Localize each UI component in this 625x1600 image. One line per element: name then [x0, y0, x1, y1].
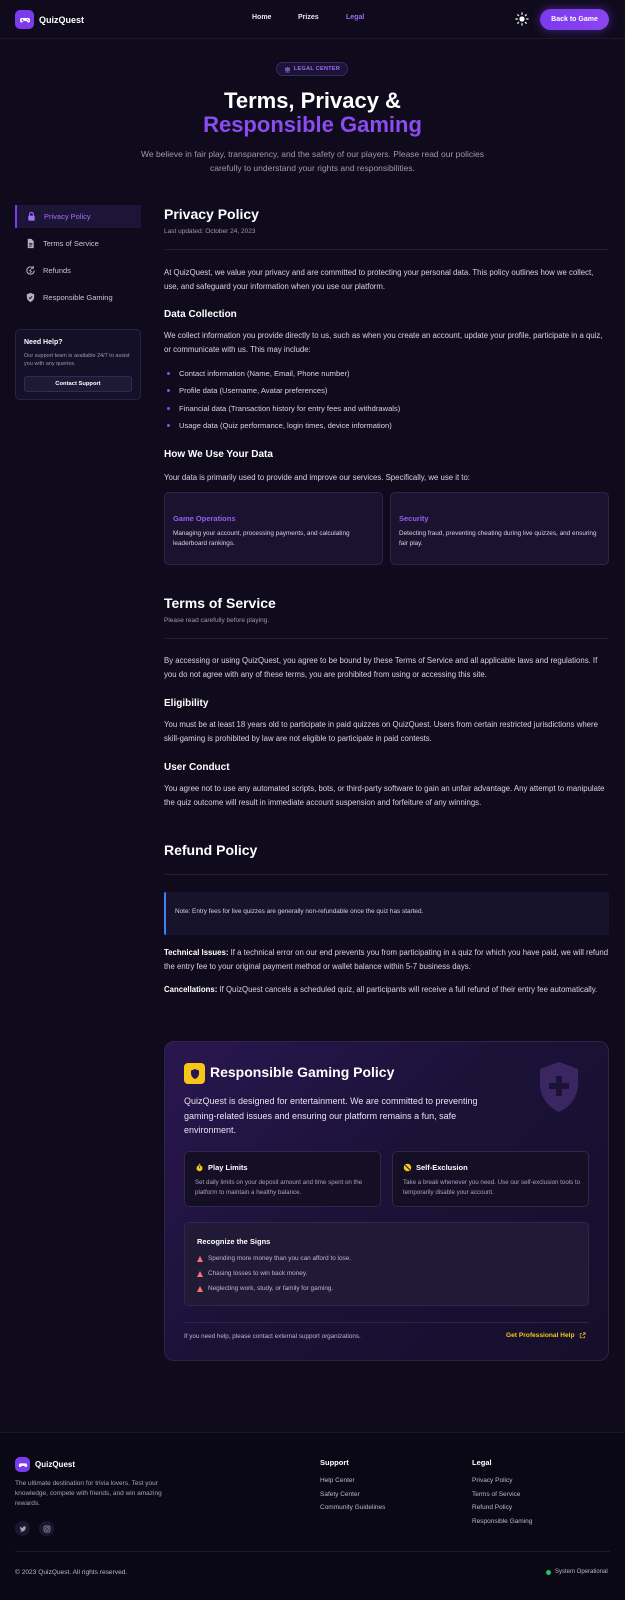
sidebar-item-responsible-gaming[interactable]	[15, 286, 141, 309]
list-item-text: Contact information (Name, Email, Phone number)	[179, 369, 350, 378]
external-link-icon	[579, 1332, 586, 1339]
security-card	[390, 492, 609, 565]
card-title: Security	[399, 514, 429, 523]
footer-link-refund-policy[interactable]: Refund Policy	[472, 1504, 513, 1511]
svg-text:$: $	[28, 269, 33, 275]
footer-legal-heading: Legal	[472, 1458, 492, 1467]
footer-link-safety-center[interactable]: Safety Center	[320, 1491, 360, 1498]
site-footer	[0, 1432, 625, 1600]
footer-link-responsible-gaming[interactable]: Responsible Gaming	[472, 1518, 533, 1525]
gamepad-icon	[15, 1457, 30, 1472]
nav-legal-link[interactable]: Legal	[346, 14, 365, 21]
copyright-text: © 2023 QuizQuest. All rights reserved.	[15, 1569, 128, 1576]
self-exclusion-card	[392, 1151, 589, 1207]
footer-brand-name: QuizQuest	[35, 1460, 76, 1469]
refund-note	[164, 892, 609, 935]
need-help-card	[15, 329, 141, 400]
card-heading	[195, 1163, 248, 1172]
privacy-policy-title: Privacy Policy	[164, 206, 259, 222]
lock-icon	[26, 211, 37, 222]
cancellations-text	[164, 983, 609, 997]
help-description: Our support team is available 24/7 to assist you with any queries.	[24, 353, 130, 367]
sidebar-item-privacy-policy[interactable]	[15, 205, 141, 228]
card-heading	[403, 1163, 468, 1172]
bullet	[167, 389, 170, 392]
brand-logo[interactable]	[15, 10, 84, 29]
divider	[164, 638, 609, 639]
external-support-text: If you need help, please contact external support organizations.	[184, 1333, 361, 1340]
card-description: Set daily limits on your deposit amount and time spent on the platform to maintain a healthy balance.	[195, 1179, 363, 1196]
responsible-gaming-title: Responsible Gaming Policy	[210, 1064, 395, 1080]
status-text: System Operational	[555, 1569, 608, 1575]
list-item-text: Neglecting work, study, or family for gaming.	[208, 1285, 334, 1292]
page-title-line1: Terms, Privacy &	[224, 88, 401, 113]
list-item	[197, 1255, 351, 1262]
list-item-text: Spending more money than you can afford to lose.	[208, 1255, 352, 1262]
card-title: Game Operations	[173, 514, 236, 523]
system-status	[546, 1569, 608, 1575]
sidebar-item-label: Refunds	[43, 266, 71, 275]
top-nav	[0, 0, 625, 39]
warning-icon	[197, 1286, 203, 1292]
bullet	[167, 372, 170, 375]
recognize-signs-box	[184, 1222, 589, 1306]
list-item	[164, 404, 400, 413]
responsible-gaming-panel	[164, 1041, 609, 1361]
link-label: Get Professional Help	[506, 1332, 575, 1339]
user-conduct-heading: User Conduct	[164, 762, 230, 773]
status-dot-icon	[546, 1570, 551, 1575]
privacy-last-updated: Last updated: October 24, 2023	[164, 228, 256, 235]
game-operations-card	[164, 492, 383, 565]
divider	[164, 874, 609, 875]
footer-description: The ultimate destination for trivia lovers. Test your knowledge, compete with friends, and win amazing rewards.	[15, 1480, 162, 1507]
card-description: Detecting fraud, preventing cheating during live quizzes, and ensuring fair play.	[399, 530, 597, 547]
eligibility-heading: Eligibility	[164, 698, 209, 709]
footer-link-terms-of-service[interactable]: Terms of Service	[472, 1491, 521, 1498]
card-title: Self-Exclusion	[416, 1163, 468, 1172]
brand-name: QuizQuest	[39, 14, 85, 25]
sidebar-item-label: Responsible Gaming	[43, 293, 113, 302]
list-item-text: Profile data (Username, Avatar preferences)	[179, 386, 328, 395]
list-item-text: Financial data (Transaction history for entry fees and withdrawals)	[179, 404, 401, 413]
divider	[15, 1551, 610, 1552]
list-item-text: Chasing losses to win back money.	[208, 1270, 308, 1277]
shield-plus-icon	[538, 1061, 580, 1113]
sidebar-item-label: Privacy Policy	[44, 212, 91, 221]
sidebar-item-terms-of-service[interactable]	[15, 232, 141, 255]
cancellations-label: Cancellations:	[164, 985, 218, 994]
sidebar-item-label: Terms of Service	[43, 239, 99, 248]
divider	[184, 1322, 589, 1323]
help-title: Need Help?	[24, 339, 63, 346]
signs-title: Recognize the Signs	[197, 1237, 271, 1246]
terms-of-service-title: Terms of Service	[164, 595, 276, 611]
get-professional-help-link[interactable]	[506, 1332, 586, 1339]
contact-support-button[interactable]: Contact Support	[24, 376, 132, 392]
page-title-line2: Responsible Gaming	[203, 112, 422, 137]
card-description: Managing your account, processing payments, and calculating leaderboard rankings.	[173, 530, 350, 547]
card-description: Take a break whenever you need. Use our self-exclusion tools to temporarily disable your account.	[403, 1179, 581, 1196]
list-item-text: Usage data (Quiz performance, login times, device information)	[179, 421, 392, 430]
data-collection-text: We collect information you provide directly to us, such as when you create an account, update your profile, participate in a quiz, or communicate with us. This may include:	[164, 331, 603, 354]
document-icon	[25, 238, 36, 249]
sidebar-item-refunds[interactable]	[15, 259, 141, 282]
data-use-text: Your data is primarily used to provide and improve our services. Specifically, we use it to:	[164, 473, 470, 482]
twitter-icon[interactable]	[15, 1521, 30, 1536]
instagram-icon[interactable]	[39, 1521, 54, 1536]
no-entry-icon	[403, 1163, 412, 1172]
bullet	[167, 407, 170, 410]
list-item	[197, 1270, 307, 1277]
list-item	[164, 386, 327, 395]
eligibility-text: You must be at least 18 years old to participate in paid quizzes on QuizQuest. Users from certain restricted jurisdictions where skill-gaming is prohibited by law are not eligible to participate in paid contests.	[164, 720, 598, 743]
terms-intro: By accessing or using QuizQuest, you agree to be bound by these Terms of Service and all applicable laws and regulations. If you do not agree with any of these terms, you are prohibited from using or accessing this site.	[164, 656, 598, 679]
technical-issues-label: Technical Issues:	[164, 948, 229, 957]
terms-subtitle: Please read carefully before playing.	[164, 617, 270, 624]
footer-support-heading: Support	[320, 1458, 349, 1467]
card-title: Play Limits	[208, 1163, 248, 1172]
legal-center-label: LEGAL CENTER	[293, 66, 341, 72]
legal-center-badge	[276, 62, 348, 76]
bullet	[167, 424, 170, 427]
technical-issues-body: If a technical error on our end prevents you from participating in a quiz for which you have paid, we will refund the entry fee to your original payment method or wallet balance within 5-7 business days.	[164, 948, 609, 971]
refund-icon	[25, 265, 36, 276]
warning-icon	[197, 1256, 203, 1262]
play-limits-card	[184, 1151, 381, 1207]
data-use-heading: How We Use Your Data	[164, 449, 273, 460]
nav-home-link[interactable]: Home	[252, 14, 272, 21]
list-item	[197, 1285, 333, 1292]
responsible-gaming-description: QuizQuest is designed for entertainment. We are committed to preventing gaming-related issues and ensuring our platform remains a fun, safe environment.	[184, 1096, 478, 1135]
footer-link-privacy-policy[interactable]: Privacy Policy	[472, 1477, 513, 1484]
divider	[164, 249, 609, 250]
back-to-game-button[interactable]: Back to Game	[540, 9, 609, 30]
nav-prizes-link[interactable]: Prizes	[298, 14, 319, 21]
gamepad-icon	[15, 10, 34, 29]
cancellations-body: If QuizQuest cancels a scheduled quiz, all participants will receive a full refund of their entry fee automatically.	[219, 985, 598, 994]
shield-icon	[184, 1063, 205, 1084]
warning-icon	[197, 1271, 203, 1277]
shield-check-icon	[25, 292, 36, 303]
data-collection-heading: Data Collection	[164, 309, 237, 320]
scale-icon	[284, 66, 291, 73]
user-conduct-text: You agree not to use any automated scripts, bots, or third-party software to gain an unfair advantage. Any attempt to manipulate the quiz outcome will result in immediate account suspension and forfeiture of any winnings.	[164, 784, 605, 807]
privacy-intro: At QuizQuest, we value your privacy and are committed to protecting your personal data. This policy outlines how we collect, use, and safeguard your information when you use our platform.	[164, 268, 594, 291]
refund-policy-title: Refund Policy	[164, 842, 258, 858]
footer-link-help-center[interactable]: Help Center	[320, 1477, 355, 1484]
footer-brand-logo[interactable]	[15, 1457, 75, 1472]
refund-note-text: Note: Entry fees for live quizzes are generally non-refundable once the quiz has started.	[175, 908, 424, 915]
stopwatch-icon	[195, 1163, 204, 1172]
list-item	[164, 421, 392, 430]
hero-intro: We believe in fair play, transparency, and the safety of our players. Please read our policies carefully to understand your rights and responsibilities.	[140, 149, 485, 173]
theme-toggle-sun-icon[interactable]	[515, 12, 529, 26]
footer-link-community-guidelines[interactable]: Community Guidelines	[320, 1504, 386, 1511]
technical-issues-text	[164, 946, 609, 974]
list-item	[164, 369, 350, 378]
